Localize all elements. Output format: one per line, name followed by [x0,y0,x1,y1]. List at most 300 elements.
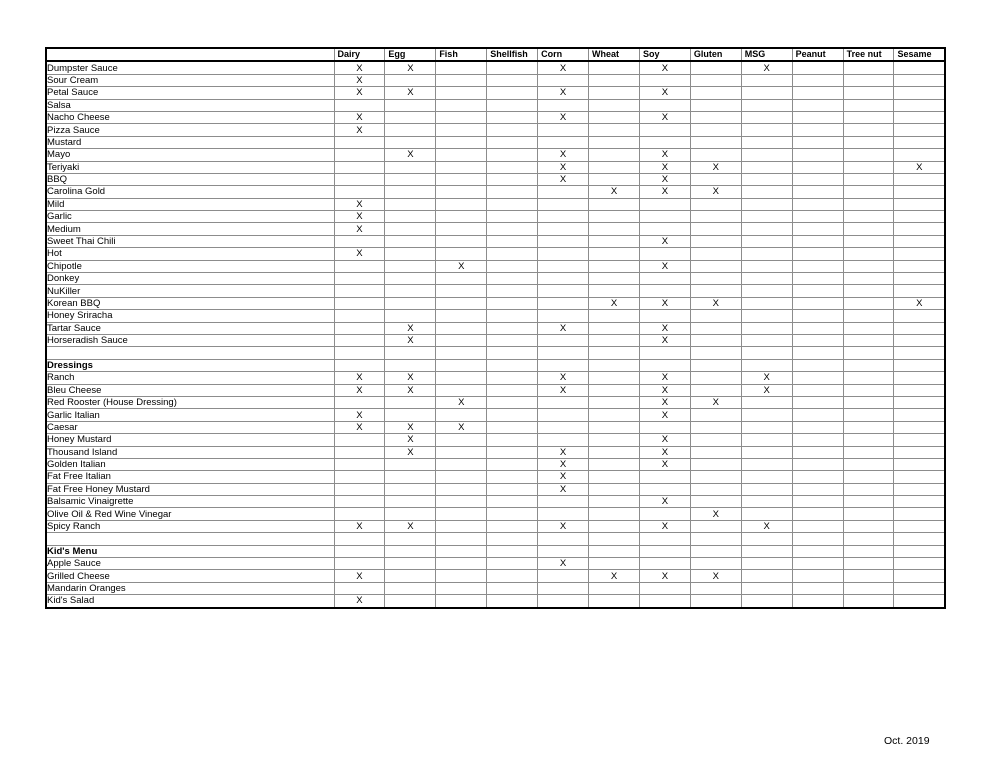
allergen-mark-cell [538,198,589,210]
allergen-mark-cell [487,396,538,408]
allergen-mark-cell [385,186,436,198]
allergen-mark-cell [538,508,589,520]
allergen-mark-cell [690,322,741,334]
allergen-mark-cell [385,545,436,557]
allergen-mark-cell [843,446,894,458]
allergen-mark-cell [487,434,538,446]
item-label-cell: Ranch [46,372,334,384]
allergen-mark-cell [487,558,538,570]
allergen-mark-cell [589,496,640,508]
table-row [46,173,945,185]
allergen-mark-cell [690,285,741,297]
allergen-mark-cell: X [639,446,690,458]
table-row [46,520,945,532]
allergen-mark-cell: X [538,173,589,185]
allergen-mark-cell [843,570,894,582]
allergen-mark-cell [741,322,792,334]
allergen-mark-cell [792,310,843,322]
allergen-mark-cell: X [639,334,690,346]
allergen-mark-cell [487,149,538,161]
allergen-mark-cell [589,347,640,359]
allergen-mark-cell [843,186,894,198]
allergen-mark-cell [690,223,741,235]
allergen-mark-cell [436,61,487,74]
allergen-mark-cell [334,310,385,322]
allergen-mark-cell [538,186,589,198]
allergen-mark-cell [538,434,589,446]
allergen-mark-cell [894,136,945,148]
allergen-mark-cell: X [334,74,385,86]
allergen-mark-cell [792,570,843,582]
allergen-mark-cell [334,273,385,285]
allergen-mark-cell [894,520,945,532]
allergen-mark-cell: X [639,396,690,408]
allergen-mark-cell [792,409,843,421]
allergen-mark-cell [589,434,640,446]
item-label-cell: Spicy Ranch [46,520,334,532]
allergen-mark-cell [589,458,640,470]
allergen-mark-cell [436,582,487,594]
allergen-mark-cell [487,520,538,532]
allergen-mark-cell [639,136,690,148]
allergen-mark-cell [792,87,843,99]
allergen-mark-cell [690,61,741,74]
allergen-mark-cell [436,235,487,247]
allergen-mark-cell [436,520,487,532]
allergen-mark-cell [741,508,792,520]
allergen-mark-cell [487,458,538,470]
item-label-cell: Hot [46,248,334,260]
item-label-cell: Balsamic Vinaigrette [46,496,334,508]
allergen-mark-cell [487,471,538,483]
allergen-mark-cell: X [639,61,690,74]
table-body [46,61,945,607]
allergen-mark-cell [334,558,385,570]
allergen-mark-cell [385,359,436,371]
table-row [46,111,945,123]
allergen-mark-cell [589,334,640,346]
allergen-mark-cell [843,595,894,608]
table-row [46,496,945,508]
allergen-mark-cell [894,508,945,520]
allergen-mark-cell [334,359,385,371]
allergen-mark-cell [843,211,894,223]
allergen-mark-cell [843,471,894,483]
allergen-mark-cell: X [690,186,741,198]
allergen-mark-cell [792,582,843,594]
allergen-mark-cell [589,508,640,520]
table-row [46,409,945,421]
allergen-mark-cell [436,545,487,557]
allergen-mark-cell [639,285,690,297]
allergen-mark-cell [436,74,487,86]
allergen-mark-cell [436,483,487,495]
allergen-mark-cell: X [385,322,436,334]
allergen-mark-cell [589,223,640,235]
allergen-mark-cell [741,533,792,545]
allergen-mark-cell [792,297,843,309]
allergen-mark-cell [385,124,436,136]
table-row [46,446,945,458]
allergen-mark-cell [690,595,741,608]
allergen-mark-cell [741,595,792,608]
table-row [46,347,945,359]
allergen-mark-cell [741,248,792,260]
allergen-mark-cell [690,99,741,111]
allergen-mark-cell [741,545,792,557]
table-row [46,223,945,235]
item-label-cell: Red Rooster (House Dressing) [46,396,334,408]
allergen-mark-cell [690,359,741,371]
allergen-mark-cell [792,334,843,346]
allergen-mark-cell [741,421,792,433]
item-label-cell: Carolina Gold [46,186,334,198]
allergen-mark-cell [487,211,538,223]
allergen-mark-cell [843,483,894,495]
allergen-mark-cell [843,173,894,185]
allergen-mark-cell [741,446,792,458]
allergen-mark-cell [436,297,487,309]
allergen-mark-cell [741,273,792,285]
allergen-mark-cell: X [538,87,589,99]
table-row [46,396,945,408]
allergen-mark-cell: X [690,570,741,582]
section-label-cell: Dressings [46,359,334,371]
allergen-mark-cell [589,582,640,594]
allergen-mark-cell [843,136,894,148]
allergen-mark-cell [741,99,792,111]
table-row [46,61,945,74]
allergen-mark-cell [792,471,843,483]
allergen-mark-cell [385,409,436,421]
allergen-mark-cell [843,334,894,346]
allergen-mark-cell [894,582,945,594]
allergen-mark-cell [538,223,589,235]
allergen-mark-cell: X [436,396,487,408]
item-label-cell: Mayo [46,149,334,161]
allergen-mark-cell [792,446,843,458]
allergen-mark-cell [589,310,640,322]
allergen-mark-cell [894,558,945,570]
allergen-mark-cell [741,396,792,408]
table-row [46,483,945,495]
allergen-mark-cell [690,372,741,384]
allergen-mark-cell [436,198,487,210]
allergen-mark-cell [741,285,792,297]
allergen-mark-cell [690,471,741,483]
allergen-mark-cell [385,582,436,594]
allergen-mark-cell [894,74,945,86]
allergen-mark-cell [792,347,843,359]
table-row [46,235,945,247]
allergen-mark-cell [589,173,640,185]
allergen-mark-cell [487,248,538,260]
allergen-mark-cell [741,87,792,99]
allergen-mark-cell [589,235,640,247]
allergen-mark-cell [334,545,385,557]
allergen-mark-cell [436,124,487,136]
allergen-mark-cell [741,359,792,371]
allergen-mark-cell [741,235,792,247]
allergen-mark-cell [385,570,436,582]
item-label-cell: Kid's Salad [46,595,334,608]
allergen-mark-cell [436,285,487,297]
allergen-mark-cell [436,570,487,582]
allergen-mark-cell [436,372,487,384]
allergen-mark-cell [538,396,589,408]
allergen-mark-cell [487,570,538,582]
allergen-mark-cell [639,359,690,371]
allergen-mark-cell [538,347,589,359]
allergen-mark-cell [894,421,945,433]
allergen-mark-cell [487,595,538,608]
allergen-mark-cell [894,384,945,396]
allergen-mark-cell [894,483,945,495]
allergen-mark-cell: X [385,434,436,446]
allergen-mark-cell [792,198,843,210]
allergen-mark-cell [639,211,690,223]
allergen-mark-cell [690,173,741,185]
allergen-mark-cell [792,533,843,545]
allergen-mark-cell [487,508,538,520]
allergen-mark-cell [385,99,436,111]
allergen-mark-cell [385,211,436,223]
allergen-mark-cell [589,558,640,570]
allergen-mark-cell [487,260,538,272]
allergen-mark-cell [843,74,894,86]
footer-date: Oct. 2019 [884,735,930,747]
allergen-mark-cell [843,458,894,470]
allergen-mark-cell [334,322,385,334]
item-label-cell: Sour Cream [46,74,334,86]
allergen-mark-cell: X [639,384,690,396]
allergen-mark-cell [792,285,843,297]
allergen-mark-cell [792,248,843,260]
allergen-mark-cell [639,198,690,210]
allergen-mark-cell [385,161,436,173]
allergen-mark-cell [487,334,538,346]
allergen-mark-cell: X [639,149,690,161]
allergen-mark-cell [894,87,945,99]
allergen-mark-cell [741,260,792,272]
allergen-mark-cell: X [639,409,690,421]
allergen-mark-cell [843,359,894,371]
allergen-mark-cell [487,496,538,508]
column-header-tree-nut: Tree nut [843,48,894,61]
allergen-mark-cell [894,260,945,272]
allergen-mark-cell [690,347,741,359]
allergen-mark-cell [487,409,538,421]
allergen-mark-cell [741,74,792,86]
allergen-mark-cell [741,186,792,198]
allergen-mark-cell [843,533,894,545]
allergen-mark-cell [334,347,385,359]
table-row [46,595,945,608]
allergen-mark-cell: X [639,496,690,508]
allergen-mark-cell: X [538,372,589,384]
allergen-mark-cell [589,520,640,532]
allergen-mark-cell [538,74,589,86]
allergen-mark-cell [436,446,487,458]
allergen-mark-cell [741,347,792,359]
allergen-mark-cell [792,61,843,74]
item-label-cell: Caesar [46,421,334,433]
allergen-mark-cell [843,421,894,433]
table-row [46,285,945,297]
allergen-mark-cell [792,149,843,161]
table-header [46,48,945,61]
allergen-mark-cell [690,248,741,260]
allergen-mark-cell [487,223,538,235]
allergen-mark-cell [589,161,640,173]
allergen-mark-cell [436,99,487,111]
allergen-mark-cell: X [385,384,436,396]
allergen-mark-cell [487,161,538,173]
allergen-mark-cell [487,421,538,433]
allergen-mark-cell [385,471,436,483]
allergen-mark-cell: X [639,520,690,532]
allergen-mark-cell [741,297,792,309]
allergen-mark-cell [385,248,436,260]
allergen-mark-cell [741,223,792,235]
item-label-cell: Korean BBQ [46,297,334,309]
allergen-mark-cell [843,149,894,161]
allergen-mark-cell [894,533,945,545]
item-label-cell: Sweet Thai Chili [46,235,334,247]
allergen-mark-cell: X [639,322,690,334]
allergen-mark-cell [589,396,640,408]
allergen-mark-cell [385,347,436,359]
allergen-mark-cell [843,409,894,421]
allergen-mark-cell [538,334,589,346]
allergen-mark-cell [690,87,741,99]
item-label-cell: Horseradish Sauce [46,334,334,346]
column-header-msg: MSG [741,48,792,61]
allergen-mark-cell: X [639,111,690,123]
allergen-mark-cell [894,496,945,508]
column-header-fish: Fish [436,48,487,61]
allergen-mark-cell [487,198,538,210]
allergen-mark-cell: X [741,372,792,384]
allergen-mark-cell [538,310,589,322]
allergen-mark-cell [487,285,538,297]
allergen-mark-cell [639,248,690,260]
allergen-mark-cell [487,297,538,309]
allergen-mark-cell [589,421,640,433]
allergen-mark-cell [589,359,640,371]
allergen-mark-cell [792,496,843,508]
table-row [46,248,945,260]
allergen-mark-cell [741,434,792,446]
allergen-mark-cell [792,520,843,532]
allergen-mark-cell [589,99,640,111]
allergen-mark-cell [589,322,640,334]
allergen-mark-cell [436,223,487,235]
allergen-mark-cell [894,99,945,111]
table-row [46,74,945,86]
allergen-mark-cell [385,595,436,608]
allergen-mark-cell: X [538,322,589,334]
allergen-mark-cell [436,458,487,470]
allergen-mark-cell: X [894,161,945,173]
allergen-mark-cell [792,161,843,173]
allergen-mark-cell [487,124,538,136]
allergen-mark-cell [334,260,385,272]
allergen-mark-cell [843,248,894,260]
allergen-mark-cell [589,211,640,223]
allergen-mark-cell [487,384,538,396]
allergen-mark-cell: X [385,421,436,433]
allergen-mark-cell [436,434,487,446]
allergen-mark-cell [894,198,945,210]
allergen-mark-cell [487,74,538,86]
allergen-mark-cell [385,198,436,210]
allergen-mark-cell [894,211,945,223]
column-header-dairy: Dairy [334,48,385,61]
allergen-mark-cell [436,248,487,260]
allergen-mark-cell [639,347,690,359]
allergen-mark-cell [792,260,843,272]
allergen-mark-cell [487,61,538,74]
item-label-cell: Fat Free Honey Mustard [46,483,334,495]
allergen-mark-cell [894,347,945,359]
allergen-mark-cell [894,434,945,446]
table-row [46,99,945,111]
allergen-mark-cell [894,124,945,136]
allergen-mark-cell [436,322,487,334]
allergen-mark-cell [690,334,741,346]
allergen-mark-cell: X [334,595,385,608]
allergen-mark-cell [639,558,690,570]
allergen-mark-cell [487,87,538,99]
allergen-mark-cell [334,471,385,483]
allergen-mark-cell [843,124,894,136]
allergen-mark-cell: X [538,458,589,470]
allergen-mark-cell [487,359,538,371]
allergen-mark-cell [639,595,690,608]
allergen-mark-cell: X [639,186,690,198]
allergen-mark-cell [843,87,894,99]
allergen-mark-cell [792,173,843,185]
table-row [46,508,945,520]
item-label-cell: Mustard [46,136,334,148]
allergen-mark-cell [436,508,487,520]
allergen-mark-cell [792,322,843,334]
allergen-mark-cell [690,149,741,161]
allergen-mark-cell [894,372,945,384]
allergen-mark-cell [843,260,894,272]
allergen-mark-cell [690,434,741,446]
allergen-mark-cell [690,582,741,594]
table-row [46,87,945,99]
allergen-mark-cell [843,520,894,532]
table-row [46,334,945,346]
allergen-mark-cell [487,99,538,111]
allergen-mark-cell [538,533,589,545]
allergen-mark-cell: X [538,149,589,161]
allergen-mark-cell [690,483,741,495]
table-row [46,260,945,272]
allergen-mark-cell [436,161,487,173]
allergen-mark-cell [436,334,487,346]
allergen-mark-cell [538,248,589,260]
allergen-mark-cell: X [334,211,385,223]
allergen-mark-cell [690,409,741,421]
item-label-cell: Salsa [46,99,334,111]
allergen-mark-cell [792,434,843,446]
allergen-mark-cell: X [589,297,640,309]
allergen-mark-cell [843,61,894,74]
